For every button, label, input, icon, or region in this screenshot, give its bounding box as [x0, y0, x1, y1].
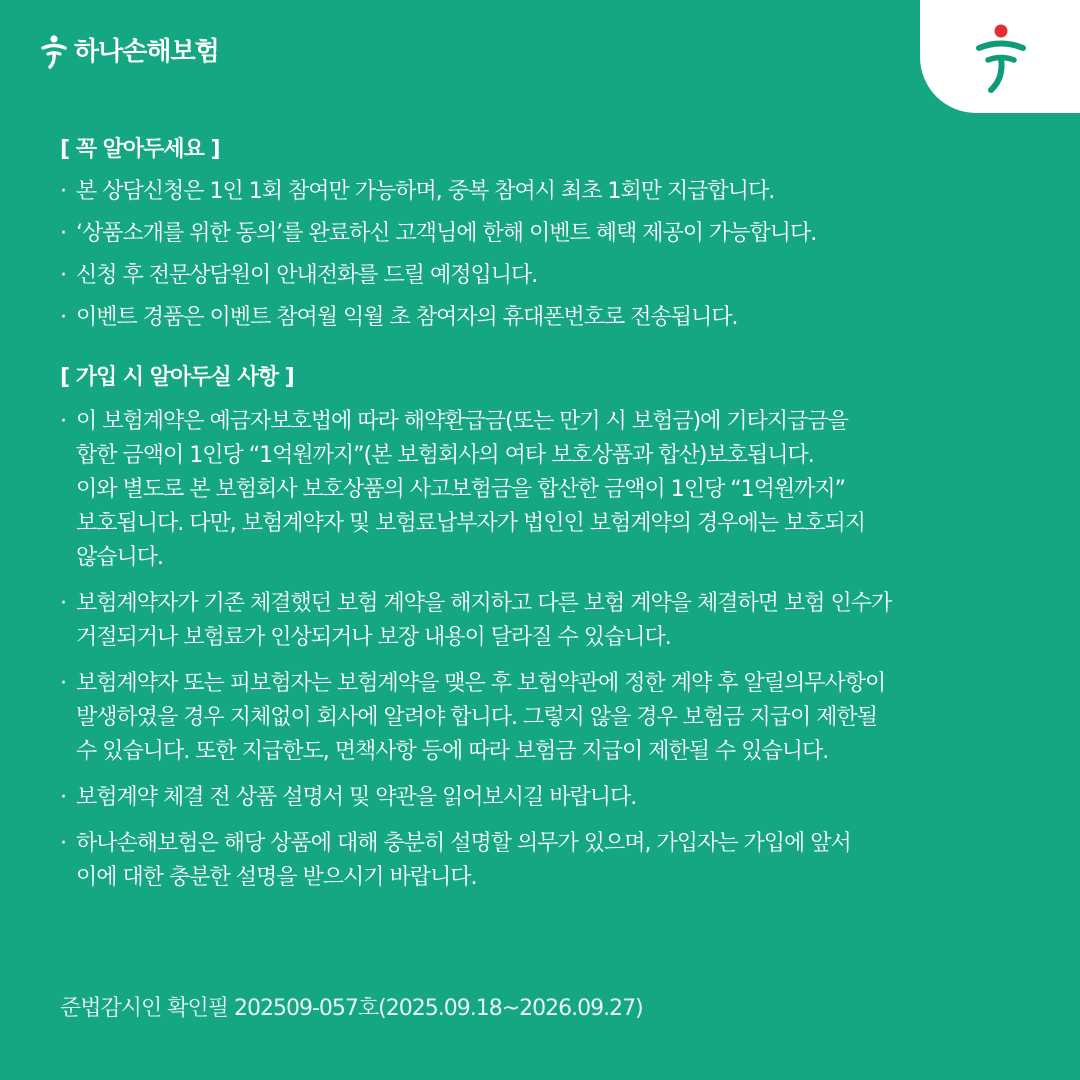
hana-logo-icon: [976, 20, 1026, 94]
list-item-line: · 보험계약자 또는 피보험자는 보험계약을 맺은 후 보험약관에 정한 계약 후 알릴의무사항이: [76, 671, 886, 696]
list-item: · 이벤트 경품은 이벤트 참여월 익월 초 참여자의 휴대폰번호로 전송됩니다.: [60, 301, 1050, 335]
hana-logo-icon: [40, 35, 68, 69]
list-item: · 본 상담신청은 1인 1회 참여만 가능하며, 중복 참여시 최초 1회만 지급합니다.: [60, 175, 1050, 209]
brand-header: [40, 32, 219, 72]
list-item: [60, 587, 1050, 655]
notice-heading-must-know: [ 꼭 알아두세요 ]: [60, 137, 220, 162]
subscription-notice-list: [60, 405, 1050, 895]
list-item-line: 거절되거나 보험료가 인상되거나 보장 내용이 달라질 수 있습니다.: [76, 625, 671, 650]
list-item-line: 합한 금액이 1인당 “1억원까지”(본 보험회사의 여타 보호상품과 합산)보호됩니다.: [76, 443, 814, 468]
list-item: [60, 667, 1050, 769]
list-item-line: · 보험계약자가 기존 체결했던 보험 계약을 해지하고 다른 보험 계약을 체결하면 보험 인수가: [76, 591, 892, 616]
notice-content: [60, 133, 1050, 907]
brand-name: 하나손해보험: [74, 37, 219, 67]
list-item: · ‘상품소개를 위한 동의’를 완료하신 고객님에 한해 이벤트 혜택 제공이 가능합니다.: [60, 217, 1050, 251]
list-item-line: 않습니다.: [76, 545, 164, 570]
list-item: [60, 405, 1050, 575]
list-item-line: 수 있습니다. 또한 지급한도, 면책사항 등에 따라 보험금 지급이 제한될 수 있습니다.: [76, 739, 829, 764]
list-item: [60, 827, 1050, 895]
list-item-line: · 하나손해보험은 해당 상품에 대해 충분히 설명할 의무가 있으며, 가입자는 가입에 앞서: [76, 831, 851, 856]
notice-heading-subscription: [ 가입 시 알아두실 사항 ]: [60, 365, 294, 390]
list-item: · 신청 후 전문상담원이 안내전화를 드릴 예정입니다.: [60, 259, 1050, 293]
must-know-list: [60, 175, 1050, 335]
list-item-line: · 이 보험계약은 예금자보호법에 따라 해약환급금(또는 만기 시 보험금)에 기타지급금을: [76, 409, 848, 434]
list-item-line: 보호됩니다. 다만, 보험계약자 및 보험료납부자가 법인인 보험계약의 경우에는 보호되지: [76, 511, 866, 536]
list-item-line: 이에 대한 충분한 설명을 받으시기 바랍니다.: [76, 865, 477, 890]
logo-badge: [920, 0, 1080, 113]
list-item-line: · 보험계약 체결 전 상품 설명서 및 약관을 읽어보시길 바랍니다.: [76, 785, 637, 810]
compliance-note: 준법감시인 확인필 202509-057호(2025.09.18~2026.09.27): [60, 996, 643, 1021]
list-item-line: 이와 별도로 본 보험회사 보호상품의 사고보험금을 합산한 금액이 1인당 “1억원까지”: [76, 477, 846, 502]
list-item-line: 발생하였을 경우 지체없이 회사에 알려야 합니다. 그렇지 않을 경우 보험금 지급이 제한될: [76, 705, 877, 730]
list-item: [60, 781, 1050, 815]
